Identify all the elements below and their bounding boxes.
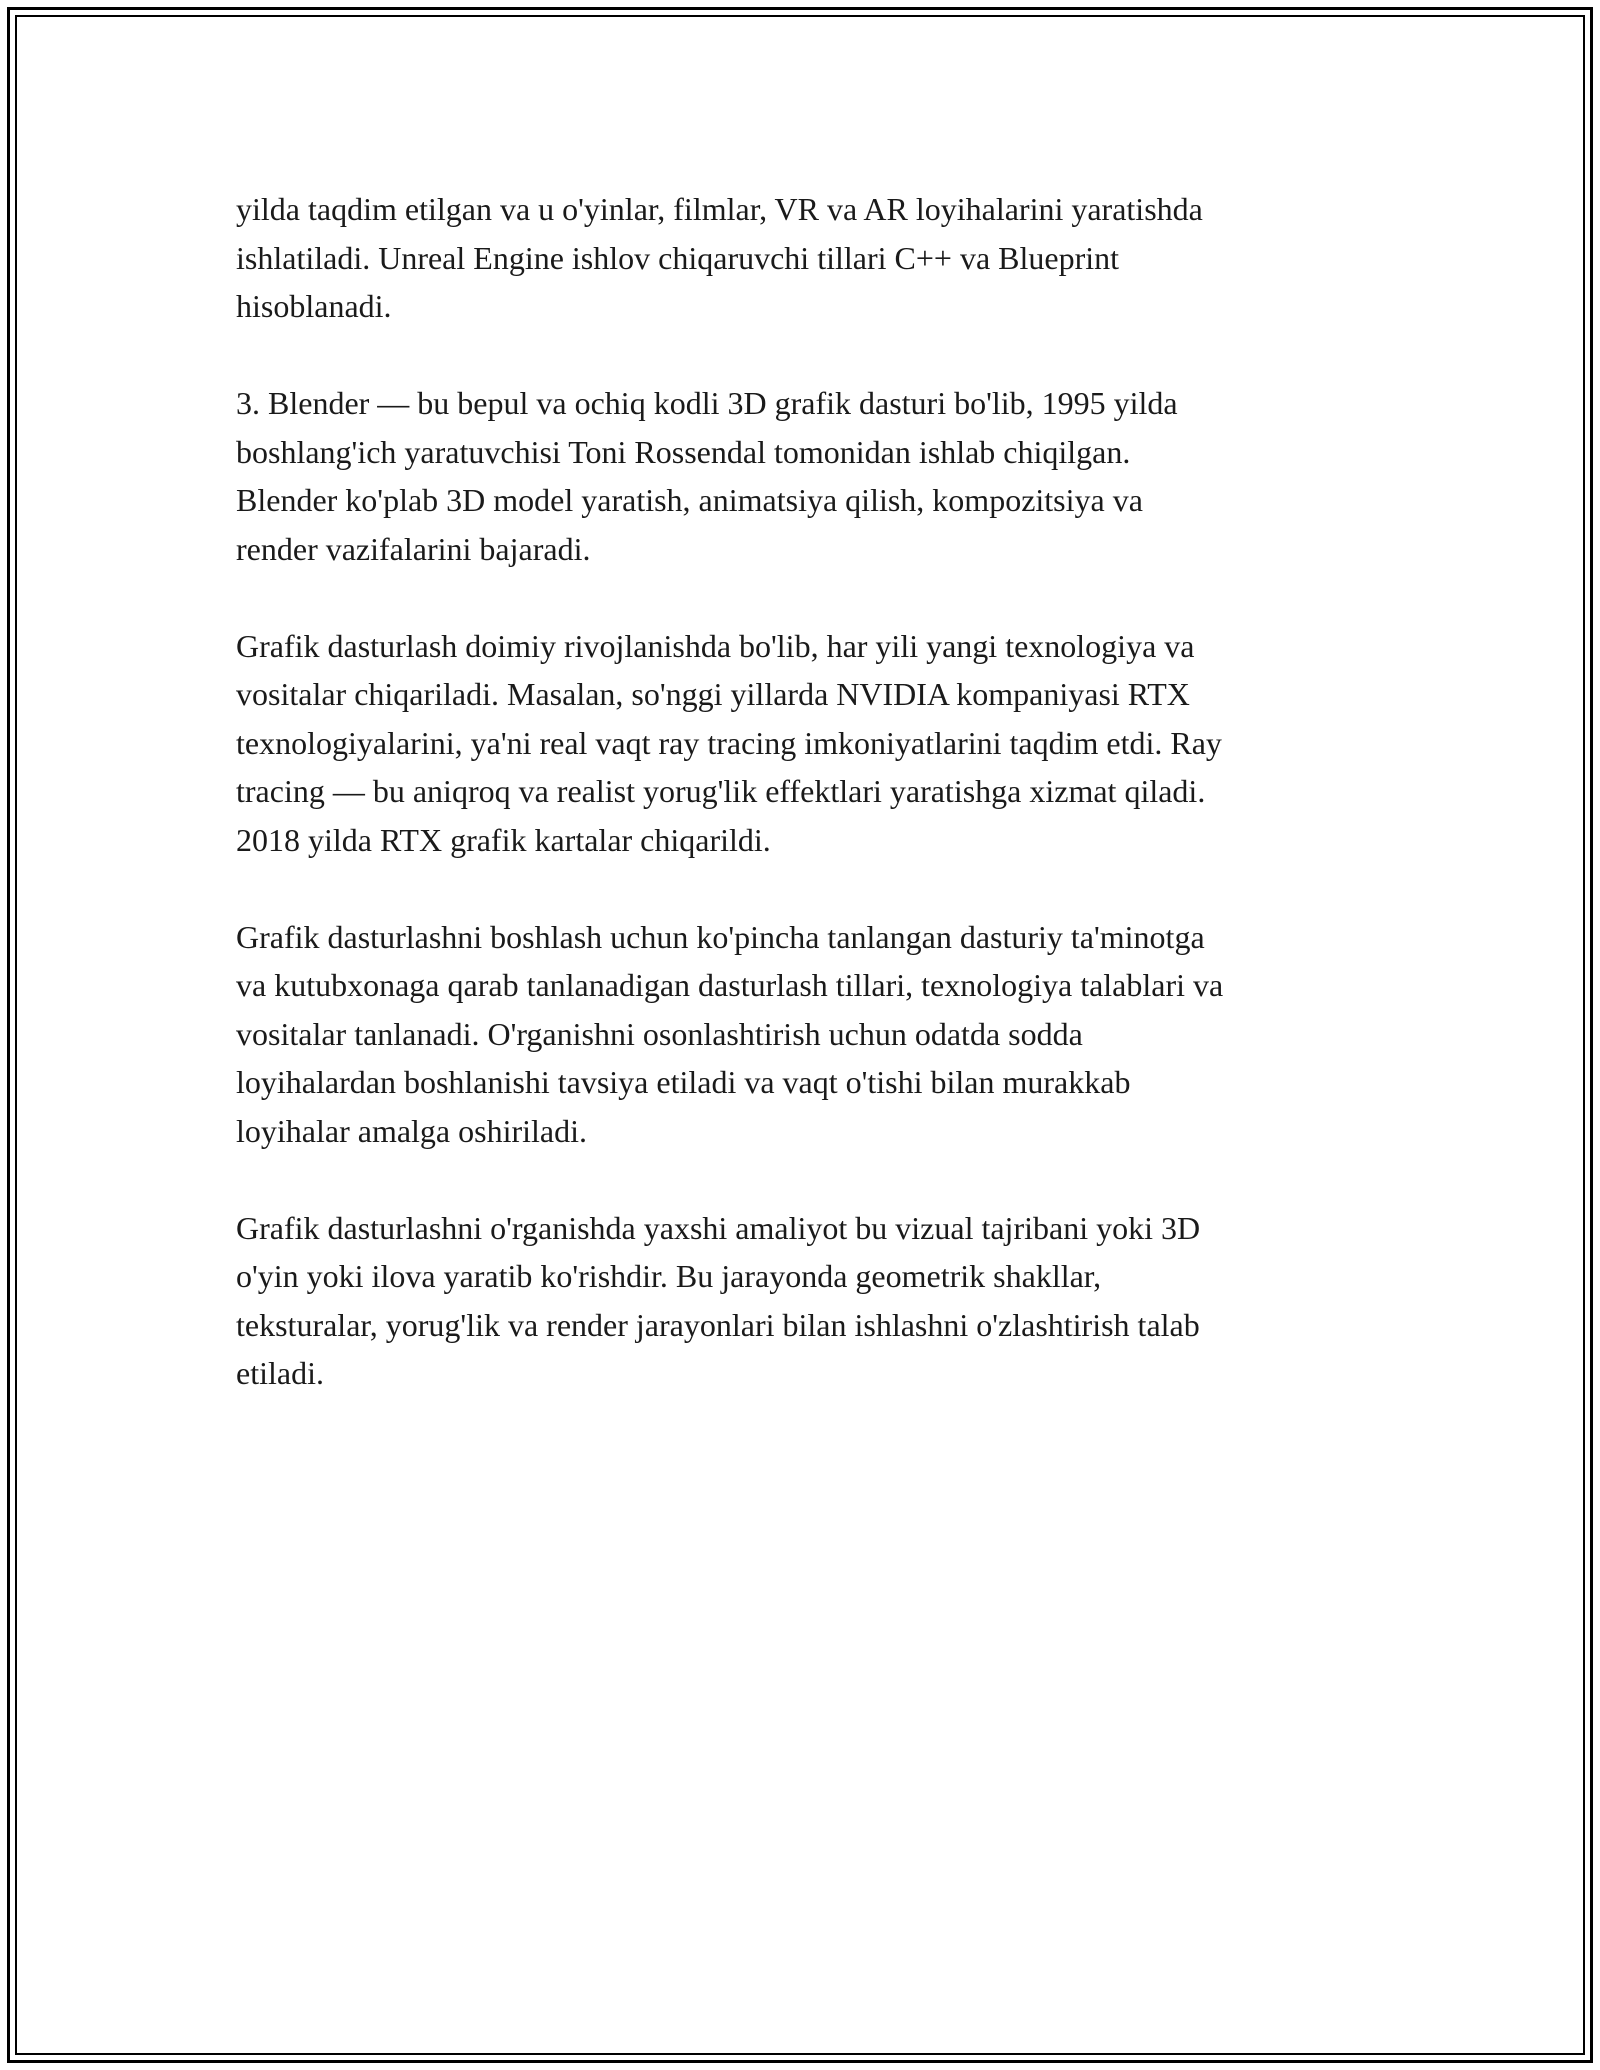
text-line: 3. Blender — bu bepul va ochiq kodli 3D grafik dasturi bo'lib, 1995 yilda — [236, 385, 1178, 421]
text-line: render vazifalarini bajaradi. — [236, 530, 591, 567]
text-line: teksturalar, yorug'lik va render jarayonlari bilan ishlashni o'zlashtirish talab — [236, 1306, 1200, 1343]
paragraph-ray-tracing — [236, 622, 1376, 865]
text-line: yilda taqdim etilgan va u o'yinlar, filmlar, VR va AR loyihalarini yaratishda — [236, 191, 1203, 227]
paragraph-blender — [236, 379, 1376, 573]
text-line: boshlang'ich yaratuvchisi Toni Rossendal tomonidan ishlab chiqilgan. — [236, 433, 1131, 470]
text-line: va kutubxonaga qarab tanlanadigan dasturlash tillari, texnologiya talablari va — [236, 967, 1224, 1003]
text-line: ishlatiladi. Unreal Engine ishlov chiqaruvchi tillari C++ va Blueprint — [236, 239, 1120, 276]
text-line: tracing — bu aniqroq va realist yorug'lik effektlari yaratishga xizmat qiladi. — [236, 773, 1206, 809]
text-line: o'yin yoki ilova yaratib ko'rishdir. Bu jarayonda geometrik shakllar, — [236, 1258, 1102, 1294]
paragraph-best-practice — [236, 1204, 1376, 1398]
text-line: Blender ko'plab 3D model yaratish, animatsiya qilish, kompozitsiya va — [236, 482, 1143, 518]
paragraph-getting-started — [236, 913, 1376, 1156]
text-line: vositalar tanlanadi. O'rganishni osonlashtirish uchun odatda sodda — [236, 1015, 1083, 1052]
text-line: Grafik dasturlashni o'rganishda yaxshi amaliyot bu vizual tajribani yoki 3D — [236, 1209, 1201, 1246]
text-line: etiladi. — [236, 1355, 324, 1391]
text-line: loyihalar amalga oshiriladi. — [236, 1112, 587, 1149]
text-line: hisoblanadi. — [236, 288, 392, 324]
document-body — [236, 185, 1376, 1446]
paragraph-unreal-engine — [236, 185, 1376, 331]
text-line: Grafik dasturlash doimiy rivojlanishda bo'lib, har yili yangi texnologiya va — [236, 627, 1195, 664]
text-line: vositalar chiqariladi. Masalan, so'nggi yillarda NVIDIA kompaniyasi RTX — [236, 676, 1190, 712]
text-line: 2018 yilda RTX grafik kartalar chiqarildi. — [236, 821, 771, 858]
text-line: loyihalardan boshlanishi tavsiya etiladi va vaqt o'tishi bilan murakkab — [236, 1064, 1131, 1100]
text-line: texnologiyalarini, ya'ni real vaqt ray tracing imkoniyatlarini taqdim etdi. Ray — [236, 724, 1222, 761]
text-line: Grafik dasturlashni boshlash uchun ko'pincha tanlangan dasturiy ta'minotga — [236, 918, 1205, 955]
